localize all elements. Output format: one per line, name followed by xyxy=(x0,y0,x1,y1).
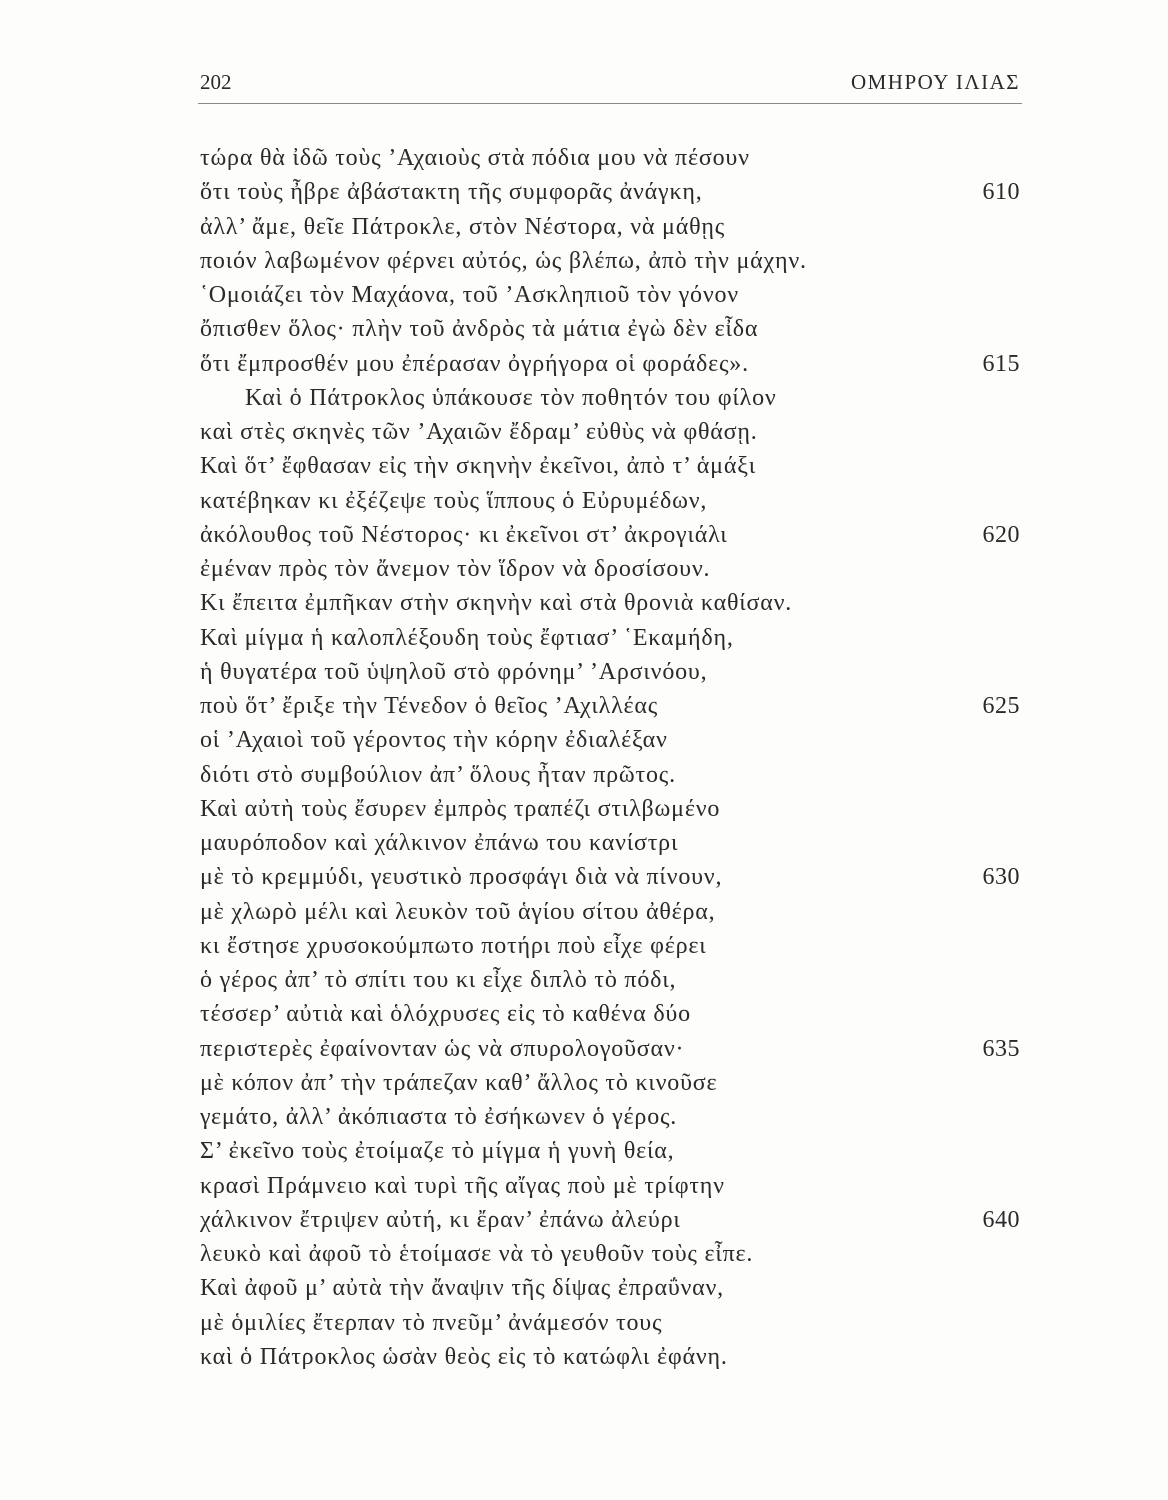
verse-line xyxy=(200,449,1020,483)
verse-text: κι ἔστησε χρυσοκούμπωτο ποτήρι ποὺ εἶχε φέρει xyxy=(200,932,707,959)
verse-line xyxy=(200,210,1020,244)
verse-line xyxy=(200,655,1020,689)
verse-line xyxy=(200,895,1020,929)
verse-text: Καὶ ὁ Πάτροκλος ὑπάκουσε τὸν ποθητόν του φίλον xyxy=(245,384,777,411)
line-number: 625 xyxy=(982,693,1020,719)
verse-line xyxy=(200,792,1020,826)
page-number: 202 xyxy=(200,70,232,94)
verse-text: μὲ χλωρὸ μέλι καὶ λευκὸν τοῦ ἁγίου σίτου ἀθέρα, xyxy=(200,898,716,925)
verse-text: ἀλλ’ ἄμε, θεῖε Πάτροκλε, στὸν Νέστορα, νὰ μάθῃς xyxy=(200,213,726,240)
verse-line xyxy=(200,278,1020,312)
verse-line xyxy=(200,484,1020,518)
verse-text: ὁ γέρος ἀπ’ τὸ σπίτι του κι εἶχε διπλὸ τὸ πόδι, xyxy=(200,967,677,993)
verse-text: καὶ στὲς σκηνὲς τῶν ’Αχαιῶν ἔδραμ’ εὐθὺς νὰ φθάσῃ. xyxy=(200,419,758,445)
verse-line xyxy=(200,1306,1020,1340)
verse-text: ἡ θυγατέρα τοῦ ὑψηλοῦ στὸ φρόνημ’ ’Αρσινόου, xyxy=(200,658,708,685)
verse-line xyxy=(200,621,1020,655)
line-number: 620 xyxy=(982,521,1020,548)
verse-text: ποιόν λαβωμένον φέρνει αὐτός, ὡς βλέπω, ἀπὸ τὴν μάχην. xyxy=(200,247,807,274)
verse-line xyxy=(200,1237,1020,1271)
verse-text: μὲ τὸ κρεμμύδι, γευστικὸ προσφάγι διὰ νὰ πίνουν, xyxy=(200,864,723,891)
verse-text: ἀκόλουθος τοῦ Νέστορος· κι ἐκεῖνοι στ’ ἀκρογιάλι xyxy=(200,521,728,548)
verse-line xyxy=(200,1066,1020,1100)
verse-line xyxy=(200,381,1020,415)
verse-line xyxy=(200,929,1020,963)
verse-text: μαυρόποδον καὶ χάλκινον ἐπάνω του κανίστρι xyxy=(200,830,679,856)
verse-text: ῾Ομοιάζει τὸν Μαχάονα, τοῦ ’Ασκληπιοῦ τὸν γόνον xyxy=(200,282,739,308)
verse-text: Καὶ αὐτὴ τοὺς ἔσυρεν ἐμπρὸς τραπέζι στιλβωμένο xyxy=(200,795,721,822)
verse-line xyxy=(200,860,1020,894)
verse-text: μὲ κόπον ἀπ’ τὴν τράπεζαν καθ’ ἄλλος τὸ κινοῦσε xyxy=(200,1069,718,1096)
line-number: 615 xyxy=(982,350,1020,377)
verse-line xyxy=(200,1340,1020,1374)
verse-text: ποὺ ὅτ’ ἔριξε τὴν Τένεδον ὁ θεῖος ’Αχιλλέας xyxy=(200,693,659,719)
line-number: 610 xyxy=(982,179,1020,206)
verse-text: κατέβηκαν κι ἐξέζεψε τοὺς ἵππους ὁ Εὐρυμέδων, xyxy=(200,487,708,514)
verse-text: λευκὸ καὶ ἀφοῦ τὸ ἑτοίμασε νὰ τὸ γευθοῦν τοὺς εἶπε. xyxy=(200,1241,754,1267)
verse-line xyxy=(200,347,1020,381)
verse-line xyxy=(200,586,1020,620)
verse-text: ἐμέναν πρὸς τὸν ἄνεμον τὸν ἵδρον νὰ δροσίσουν. xyxy=(200,556,711,582)
verse-line xyxy=(200,1169,1020,1203)
verse-text: διότι στὸ συμβούλιον ἀπ’ ὅλους ἦταν πρῶτος. xyxy=(200,761,676,788)
verse-line xyxy=(200,244,1020,278)
line-number: 630 xyxy=(982,864,1020,891)
verse-line xyxy=(200,963,1020,997)
verse-text: μὲ ὁμιλίες ἔτερπαν τὸ πνεῦμ’ ἀνάμεσόν τους xyxy=(200,1309,663,1336)
verse-text: Σ’ ἐκεῖνο τοὺς ἐτοίμαζε τὸ μίγμα ἡ γυνὴ θεία, xyxy=(200,1138,675,1165)
verse-text: Κι ἔπειτα ἐμπῆκαν στὴν σκηνὴν καὶ στὰ θρονιὰ καθίσαν. xyxy=(200,590,793,617)
verse-block xyxy=(200,141,1020,1374)
verse-text: κρασὶ Πράμνειο καὶ τυρὶ τῆς αἴγας ποὺ μὲ τρίφτην xyxy=(200,1172,725,1199)
verse-line xyxy=(200,1134,1020,1168)
verse-line xyxy=(200,1203,1020,1237)
verse-line xyxy=(200,312,1020,346)
line-number: 640 xyxy=(982,1206,1020,1233)
verse-text: ὄπισθεν ὅλος· πλὴν τοῦ ἀνδρὸς τὰ μάτια ἐγὼ δὲν εἶδα xyxy=(200,316,759,343)
verse-text: περιστερὲς ἐφαίνονταν ὡς νὰ σπυρολογοῦσαν· xyxy=(200,1035,685,1062)
verse-text: τώρα θὰ ἰδῶ τοὺς ’Αχαιοὺς στὰ πόδια μου νὰ πέσουν xyxy=(200,145,750,171)
verse-line xyxy=(200,552,1020,586)
verse-line xyxy=(200,689,1020,723)
running-title: ΟΜΗΡΟΥ ΙΛΙΑΣ xyxy=(850,70,1020,94)
verse-text: Καὶ ὅτ’ ἔφθασαν εἰς τὴν σκηνὴν ἐκεῖνοι, ἀπὸ τ’ ἁμάξι xyxy=(200,453,756,480)
verse-text: Καὶ ἀφοῦ μ’ αὐτὰ τὴν ἄναψιν τῆς δίψας ἐπραΰναν, xyxy=(200,1275,724,1302)
verse-text: ὅτι ἔμπροσθέν μου ἐπέρασαν ὀγρήγορα οἱ φοράδες». xyxy=(200,350,749,377)
verse-line xyxy=(200,175,1020,209)
verse-line xyxy=(200,997,1020,1031)
verse-text: οἱ ’Αχαιοὶ τοῦ γέροντος τὴν κόρην ἐδιαλέξαν xyxy=(200,727,668,754)
line-number: 635 xyxy=(982,1035,1020,1062)
verse-text: Καὶ μίγμα ἡ καλοπλέξουδη τοὺς ἔφτιασ’ ῾Εκαμήδη, xyxy=(200,624,734,651)
verse-text: χάλκινον ἔτριψεν αὐτή, κι ἔραν’ ἐπάνω ἀλεύρι xyxy=(200,1206,681,1233)
header-rule xyxy=(198,103,1022,104)
verse-line xyxy=(200,826,1020,860)
verse-line xyxy=(200,1032,1020,1066)
verse-text: γεμάτο, ἀλλ’ ἀκόπιαστα τὸ ἐσήκωνεν ὁ γέρος. xyxy=(200,1104,678,1130)
verse-text: τέσσερ’ αὐτιὰ καὶ ὁλόχρυσες εἰς τὸ καθένα δύο xyxy=(200,1001,691,1028)
verse-text: καὶ ὁ Πάτροκλος ὡσὰν θεὸς εἰς τὸ κατώφλι ἐφάνη. xyxy=(200,1343,728,1370)
verse-line xyxy=(200,415,1020,449)
verse-line xyxy=(200,723,1020,757)
verse-line xyxy=(200,141,1020,175)
verse-line xyxy=(200,1100,1020,1134)
verse-line xyxy=(200,518,1020,552)
verse-text: ὅτι τοὺς ἦβρε ἀβάστακτη τῆς συμφορᾶς ἀνάγκη, xyxy=(200,179,703,206)
verse-line xyxy=(200,1271,1020,1305)
verse-line xyxy=(200,758,1020,792)
